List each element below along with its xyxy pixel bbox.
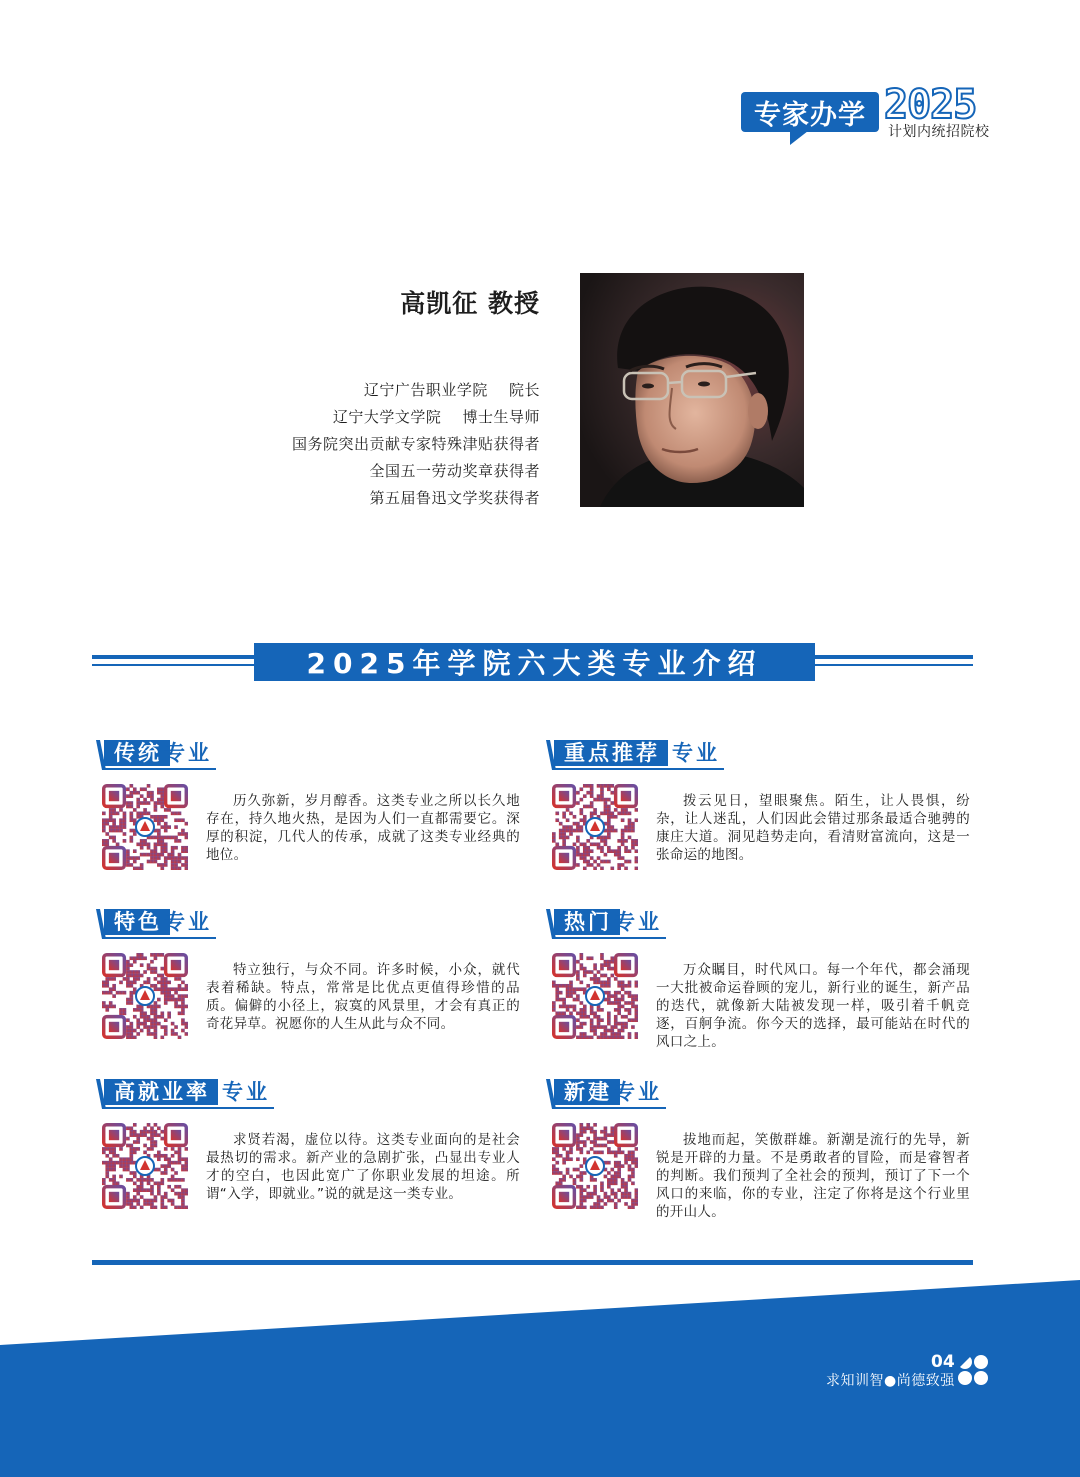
professor-title-line: 第五届鲁迅文学奖获得者 xyxy=(369,489,540,507)
title-rule-right xyxy=(815,655,973,669)
major-card-new xyxy=(546,1077,986,1227)
heading-underline xyxy=(554,768,724,770)
section-title-text: 2025年学院六大类专业介绍 xyxy=(306,647,763,680)
major-keyword: 高就业率 xyxy=(104,1079,218,1105)
major-keyword: 热门 xyxy=(554,909,620,935)
qr-code-icon xyxy=(552,1123,638,1209)
major-suffix: 专业 xyxy=(222,1080,270,1104)
professor-titles xyxy=(292,377,540,512)
badge-label: 专家办学 xyxy=(754,99,866,131)
qr-code-icon xyxy=(102,1123,188,1209)
major-description: 特立独行，与众不同。许多时候，小众，就代表着稀缺。特点，常常是比优点更值得珍惜的品质。偏僻的小径上，寂寞的风景里，才会有真正的奇花异草。祝愿你的人生从此与众不同。 xyxy=(206,962,520,1032)
major-description: 求贤若渴，虚位以待。这类专业面向的是社会最热切的需求。新产业的急剧扩张，凸显出专业人才的空白，也因此宽广了你职业发展的坦途。所谓“入学，即就业。”说的就是这一类专业。 xyxy=(206,1132,520,1202)
major-suffix: 专业 xyxy=(614,910,662,934)
heading-underline xyxy=(104,768,216,770)
plan-caption: 计划内统招院校 xyxy=(888,124,990,140)
bottom-rule xyxy=(92,1260,973,1265)
title-rule-left xyxy=(92,655,254,669)
heading-underline xyxy=(104,937,216,939)
professor-title-line: 辽宁广告职业学院 院长 xyxy=(363,381,540,399)
major-description: 拔地而起，笑傲群雄。新潮是流行的先导，新锐是开辟的力量。不是勇敢者的冒险，而是睿智者的判断。我们预判了全社会的预判，预订了下一个风口的来临，你的专业，注定了你将是这个行业里的开山人。 xyxy=(656,1132,970,1220)
heading-underline xyxy=(104,1107,274,1109)
badge-tail xyxy=(790,131,808,145)
qr-code-icon xyxy=(102,784,188,870)
major-card-traditional xyxy=(96,738,536,888)
header-year: 2025 xyxy=(884,82,977,128)
professor-title-line: 国务院突出贡献专家特殊津贴获得者 xyxy=(291,435,540,453)
footer-circles-icon xyxy=(956,1353,990,1387)
major-card-recommended xyxy=(546,738,986,888)
professor-title-line: 全国五一劳动奖章获得者 xyxy=(369,462,540,480)
header-badge xyxy=(741,92,879,132)
major-keyword: 新建 xyxy=(554,1079,620,1105)
footer-motto: 求知训智●尚德致强 xyxy=(826,1373,955,1389)
major-suffix: 专业 xyxy=(672,741,720,765)
professor-title-line: 辽宁大学文学院 博士生导师 xyxy=(332,408,540,426)
major-keyword: 特色 xyxy=(104,909,170,935)
major-suffix: 专业 xyxy=(164,910,212,934)
section-title xyxy=(254,643,815,681)
major-description: 历久弥新，岁月醇香。这类专业之所以长久地存在，持久地火热，是因为人们一直都需要它。深厚的积淀，几代人的传承，成就了这类专业经典的地位。 xyxy=(206,793,520,863)
qr-code-icon xyxy=(552,953,638,1039)
major-description: 拨云见日，望眼聚焦。陌生，让人畏惧，纷杂，让人迷乱，人们因此会错过那条最适合驰骋的康庄大道。洞见趋势走向，看清财富流向，这是一张命运的地图。 xyxy=(656,793,970,863)
major-card-high-employment xyxy=(96,1077,536,1227)
professor-name: 高凯征 教授 xyxy=(400,289,540,318)
major-suffix: 专业 xyxy=(614,1080,662,1104)
professor-portrait xyxy=(580,273,804,507)
page-number: 04 xyxy=(931,1352,955,1372)
major-card-characteristic xyxy=(96,907,536,1057)
major-keyword: 传统 xyxy=(104,740,170,766)
qr-code-icon xyxy=(102,953,188,1039)
major-keyword: 重点推荐 xyxy=(554,740,668,766)
heading-underline xyxy=(554,937,666,939)
major-suffix: 专业 xyxy=(164,741,212,765)
major-card-popular xyxy=(546,907,986,1057)
qr-code-icon xyxy=(552,784,638,870)
major-description: 万众瞩目，时代风口。每一个年代，都会涌现一大批被命运眷顾的宠儿，新行业的诞生，新产品的迭代，就像新大陆被发现一样，吸引着千帆竞逐，百舸争流。你今天的选择，最可能站在时代的风口之上。 xyxy=(656,962,970,1050)
heading-underline xyxy=(554,1107,666,1109)
